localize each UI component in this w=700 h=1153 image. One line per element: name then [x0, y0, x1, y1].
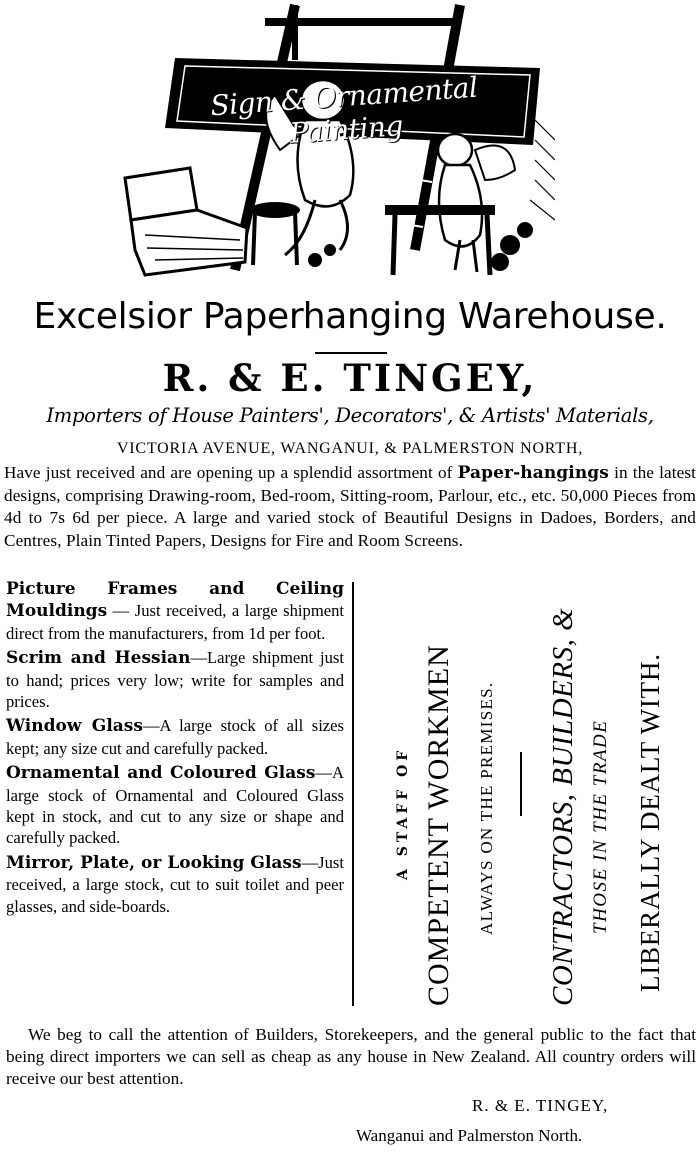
item-heading: Mirror, Plate, or Looking Glass: [6, 852, 302, 873]
vertical-competent-workmen: COMPETENT WORKMEN: [422, 644, 455, 1006]
firm-name: R. & E. TINGEY,: [162, 356, 538, 400]
vertical-those-in-trade: THOSE IN THE TRADE: [590, 719, 611, 934]
vertical-contractors: CONTRACTORS, BUILDERS, &: [547, 607, 579, 1006]
list-item: [6, 762, 344, 849]
item-body: —A large stock of all sizes kept; any size cut and carefully packed.: [6, 716, 344, 758]
divider: [315, 352, 387, 354]
importers-tagline: Importers of House Painters', Decorators', & Artists' Materials,: [46, 404, 654, 427]
item-body: —A large stock of Ornamental and Coloured Glass kept in stock, and cut to any size or shape and carefully packed.: [6, 763, 344, 848]
item-heading: Picture Frames and Ceiling Mouldings: [6, 579, 344, 622]
signature-place: Wanganui and Palmerston North.: [356, 1126, 583, 1145]
intro-text-2: in the latest designs, comprising Drawing-room, Bed-room, Sitting-room, Parlour, etc., etc. 50,000 Pieces from 4d to 7s 6d per piece. A large and varied stock of Beautiful Designs in Dadoes, Borders, and Centres, Plain Tinted Papers, Designs for Fire and Room Screens.: [4, 463, 697, 550]
vertical-divider: [520, 752, 522, 816]
product-list: [6, 578, 344, 920]
vertical-always-on-premises: ALWAYS ON THE PREMISES.: [477, 681, 496, 935]
column-divider: [352, 582, 354, 1006]
page-title: Excelsior Paperhanging Warehouse.: [33, 296, 667, 337]
address: VICTORIA AVENUE, WANGANUI, & PALMERSTON NORTH,: [116, 440, 584, 457]
item-heading: Window Glass: [6, 716, 143, 737]
item-heading: Scrim and Hessian: [6, 648, 191, 669]
list-item: [6, 578, 344, 644]
item-body: — Just received, a large shipment direct from the manufacturers, from 1d per foot.: [6, 601, 344, 643]
intro-bold: Paper-hangings: [457, 463, 609, 483]
item-body: —Just received, a large stock, cut to suit toilet and peer glasses, and side-boards.: [6, 852, 344, 916]
sign-lettering: Sign & Ornamental Painting: [209, 70, 479, 150]
item-heading: Ornamental and Coloured Glass: [6, 763, 316, 784]
closing-paragraph: We beg to call the attention of Builders, Storekeepers, and the general public to the fact that being direct importers we can sell as cheap as any house in New Zealand. All country orders will receive our best attention.: [6, 1025, 696, 1088]
vertical-staff: A STAFF OF: [395, 746, 411, 880]
list-item: [6, 852, 344, 917]
list-item: [6, 715, 344, 759]
item-body: —Large shipment just to hand; prices very low; write for samples and prices.: [6, 648, 344, 712]
intro-text-1: Have just received and are opening up a splendid assortment of: [4, 463, 458, 482]
signature-name: R. & E. TINGEY,: [472, 1096, 609, 1115]
intro-paragraph: [4, 462, 696, 552]
vertical-liberally: LIBERALLY DEALT WITH.: [635, 653, 665, 992]
list-item: [6, 647, 344, 712]
